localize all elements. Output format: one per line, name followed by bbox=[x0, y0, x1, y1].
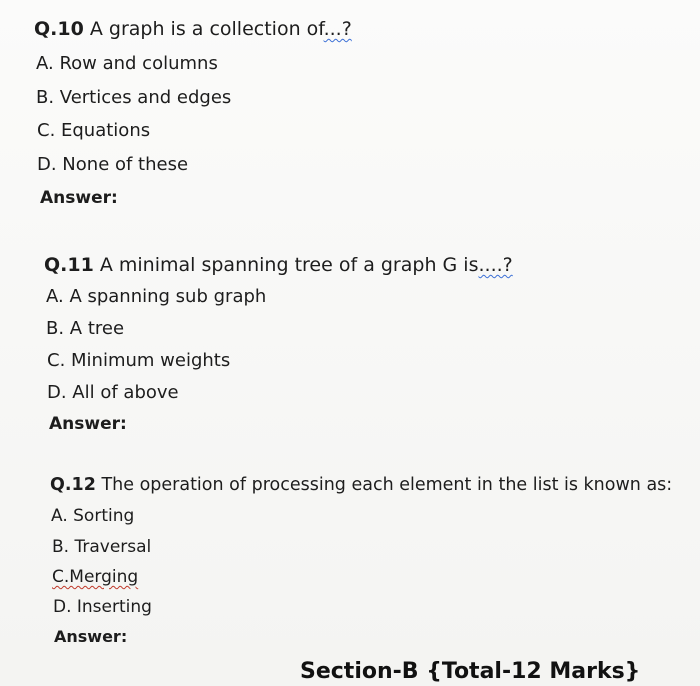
question-11-text: A minimal spanning tree of a graph G is bbox=[93, 254, 479, 276]
q10-option-b: B. Vertices and edges bbox=[36, 87, 232, 108]
q10-option-d: D. None of these bbox=[37, 154, 189, 175]
question-10-ellipsis: ...? bbox=[323, 18, 352, 40]
section-b-heading: Section-B {Total-12 Marks} bbox=[300, 659, 641, 684]
q12-answer-label: Answer: bbox=[54, 627, 128, 646]
question-11 bbox=[44, 256, 513, 275]
question-12 bbox=[50, 477, 672, 495]
question-12-text: The operation of processing each element in the list is known as: bbox=[95, 475, 673, 495]
question-10 bbox=[34, 20, 352, 39]
q12-option-d: D. Inserting bbox=[53, 597, 152, 617]
q11-option-b: B. A tree bbox=[46, 318, 125, 339]
q11-option-d: D. All of above bbox=[47, 382, 179, 403]
q11-option-a: A. A spanning sub graph bbox=[46, 286, 267, 307]
q11-option-c: C. Minimum weights bbox=[47, 350, 231, 371]
question-10-number: Q.10 bbox=[34, 18, 84, 40]
q12-option-b: B. Traversal bbox=[52, 537, 152, 557]
q12-option-a: A. Sorting bbox=[51, 506, 135, 526]
question-12-number: Q.12 bbox=[50, 475, 96, 495]
q10-option-c: C. Equations bbox=[37, 120, 151, 141]
q11-answer-label: Answer: bbox=[49, 414, 127, 434]
question-11-number: Q.11 bbox=[44, 254, 94, 276]
question-11-ellipsis: ....? bbox=[478, 254, 513, 276]
q10-option-a: A. Row and columns bbox=[36, 53, 218, 74]
question-10-text: A graph is a collection of bbox=[83, 18, 324, 40]
q10-answer-label: Answer: bbox=[40, 188, 118, 208]
q12-option-c: C.Merging bbox=[52, 567, 139, 587]
